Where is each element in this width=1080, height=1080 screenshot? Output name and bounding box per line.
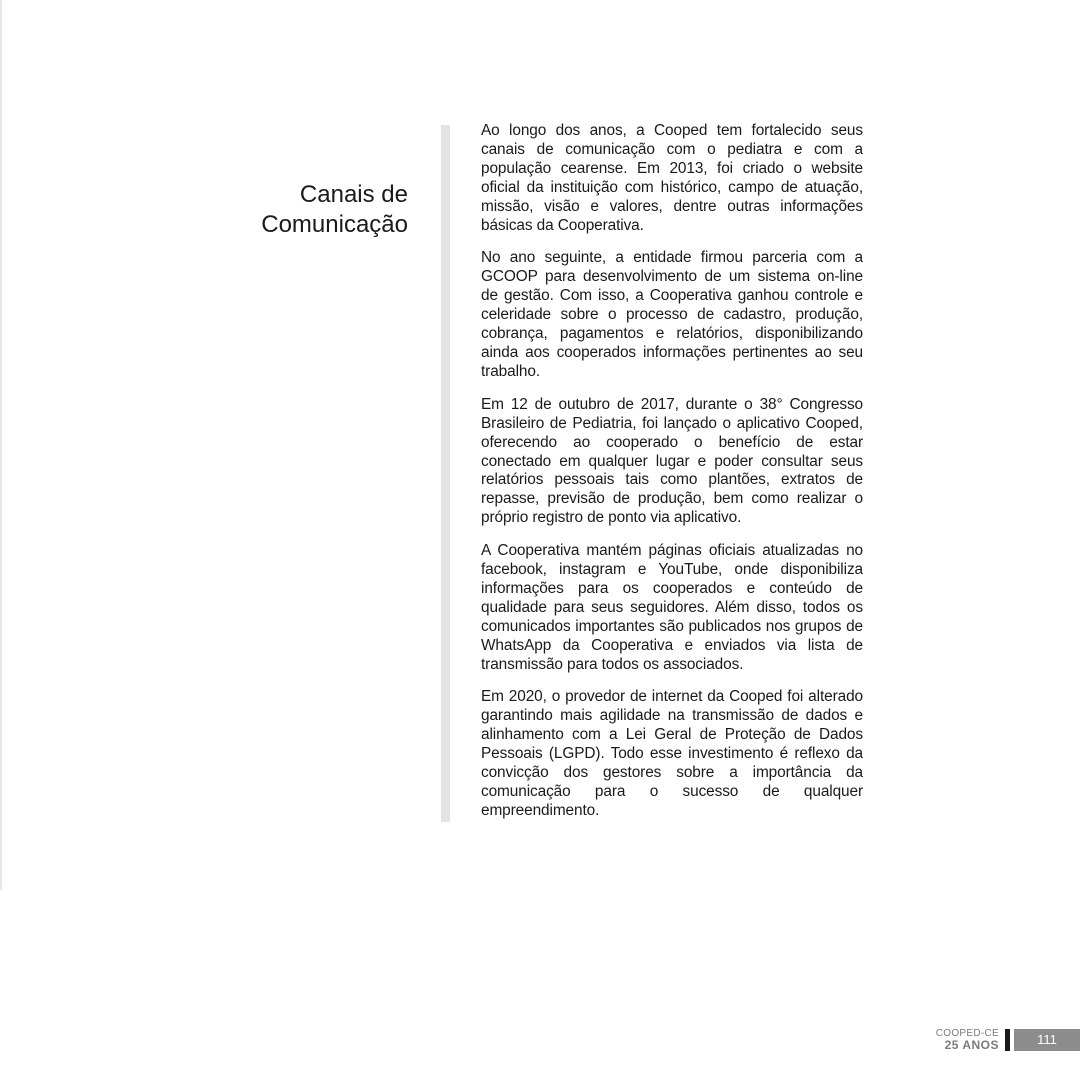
vertical-divider bbox=[441, 125, 450, 822]
footer-brand bbox=[936, 1028, 999, 1051]
paragraph-gcoop: No ano seguinte, a entidade firmou parceria com a GCOOP para desenvolvimento de um sistema on-line de gestão. Com isso, a Cooperativa ganhou controle e celeridade sobre o processo de cadastro, produção, cobrança, pagamentos e relatórios, disponibilizando ainda aos cooperados informações pertinentes ao seu trabalho. bbox=[481, 249, 863, 380]
body-text bbox=[481, 122, 863, 835]
paragraph-website: Ao longo dos anos, a Cooped tem fortalecido seus canais de comunicação com o pediatra e com a população cearense. Em 2013, foi criado o website oficial da instituição com histórico, campo de atuação, missão, visão e valores, dentre outras informações básicas da Cooperativa. bbox=[481, 122, 863, 234]
section-title bbox=[148, 180, 408, 240]
footer-brand-name: COOPED-CE bbox=[935, 1028, 999, 1039]
section-title-line-1: Canais de bbox=[299, 181, 408, 208]
footer-mark bbox=[1005, 1029, 1010, 1051]
footer-brand-anniversary: 25 ANOS bbox=[944, 1038, 999, 1052]
section-title-line-2: Comunicação bbox=[261, 211, 408, 238]
page-number: 111 bbox=[1014, 1029, 1080, 1051]
paragraph-social-media: A Cooperativa mantém páginas oficiais atualizadas no facebook, instagram e YouTube, onde disponibiliza informações para os cooperados e conteúdo de qualidade para seus seguidores. Além disso, todos os comunicados importantes são publicados nos grupos de WhatsApp da Cooperativa e enviados via lista de transmissão para todos os associados. bbox=[481, 542, 863, 673]
paragraph-app-launch: Em 12 de outubro de 2017, durante o 38° Congresso Brasileiro de Pediatria, foi lançado o aplicativo Cooped, oferecendo ao cooperado o benefício de estar conectado em qualquer lugar e poder consultar seus relatórios pessoais tais como plantões, extratos de repasse, previsão de produção, bem como realizar o próprio registro de ponto via aplicativo. bbox=[481, 395, 863, 527]
page-edge bbox=[0, 0, 2, 890]
page-footer bbox=[936, 1025, 1080, 1051]
paragraph-internet-lgpd: Em 2020, o provedor de internet da Cooped foi alterado garantindo mais agilidade na transmissão de dados e alinhamento com a Lei Geral de Proteção de Dados Pessoais (LGPD). Todo esse investimento é reflexo da convicção dos gestores sobre a importância da comunicação para o sucesso de qualquer empreendimento. bbox=[481, 688, 863, 819]
